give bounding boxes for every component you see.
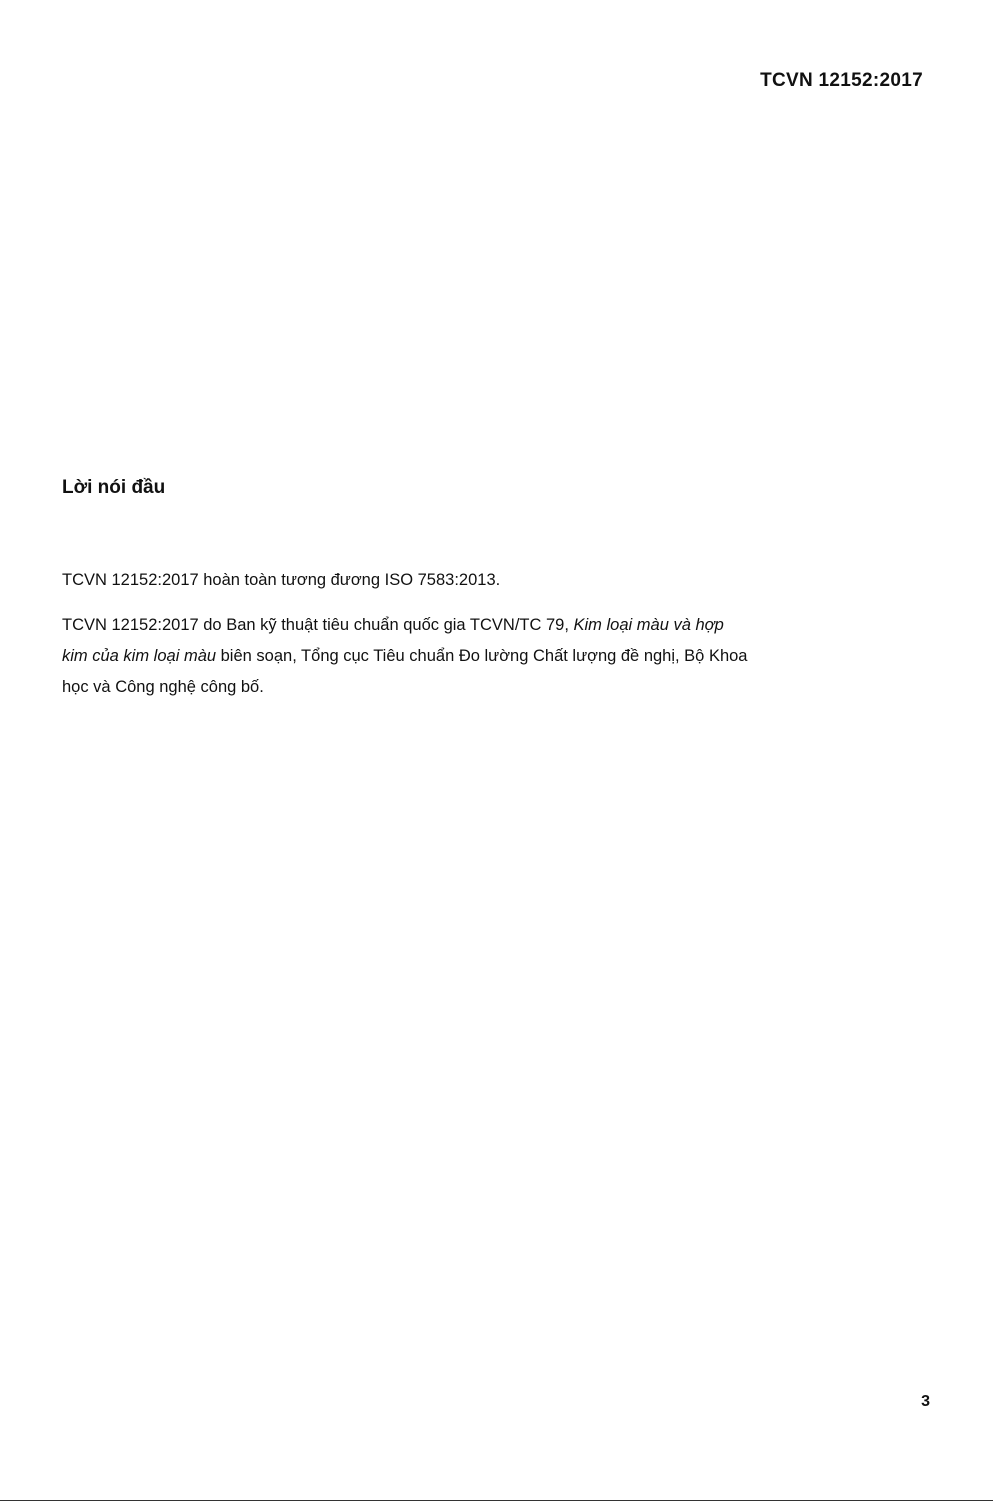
bottom-divider [0,1500,993,1501]
standard-code-header: TCVN 12152:2017 [760,70,923,91]
foreword-paragraph-2 [62,610,752,703]
committee-name-italic: Kim loại màu và hợp kim của kim loại màu [62,616,724,665]
foreword-title: Lời nói đầu [62,477,166,498]
page-number: 3 [921,1393,930,1410]
foreword-paragraph-1: TCVN 12152:2017 hoàn toàn tương đương ISO 7583:2013. [62,571,501,589]
paragraph-2-text-end: biên soạn, Tổng cục Tiêu chuẩn Đo lường Chất lượng đề nghị, Bộ Khoa học và Công nghệ công bố. [62,647,748,696]
paragraph-2-text-start: TCVN 12152:2017 do Ban kỹ thuật tiêu chuẩn quốc gia TCVN/TC 79, [62,616,574,634]
